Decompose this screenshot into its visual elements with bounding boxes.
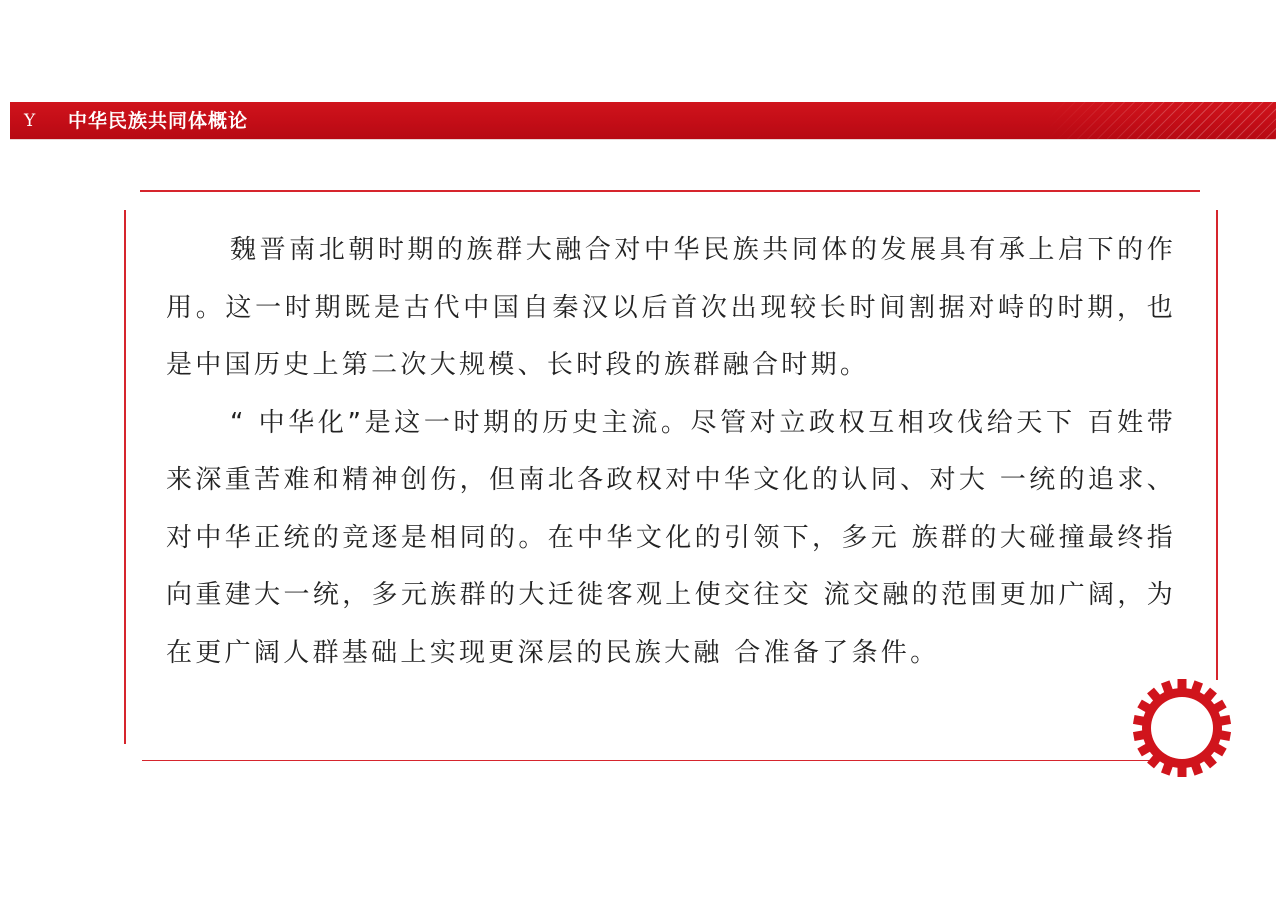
gear-icon — [1131, 677, 1233, 779]
frame-rule-left — [124, 210, 126, 744]
frame-rule-top — [140, 190, 1200, 192]
page-title: 中华民族共同体概论 — [68, 110, 249, 132]
frame-rule-right — [1216, 210, 1218, 680]
header-hatch-decoration — [1046, 102, 1276, 140]
body-text — [166, 222, 1176, 682]
paragraph-2: “ 中华化”是这一时期的历史主流。尽管对立政权互相攻伐给天下 百姓带来深重苦难和精神创伤，但南北各政权对中华文化的认同、对大 一统的追求、对中华正统的竞逐是相同的。在中华文化的引领下，多元 族群的大碰撞最终指向重建大一统，多元族群的大迁徙客观上使交往交 流交融的范围更加广阔，为在更广阔人群基础上实现更深层的民族大融 合准备了条件。 — [166, 407, 1176, 668]
frame-rule-bottom — [142, 760, 1177, 761]
header-mark: Y — [24, 111, 36, 131]
header-band — [10, 102, 1276, 140]
paragraph-1: 魏晋南北朝时期的族群大融合对中华民族共同体的发展具有承上启下的作用。这一时期既是古代中国自秦汉以后首次出现较长时间割据对峙的时期，也是中国历史上第二次大规模、长时段的族群融合时期。 — [166, 235, 1176, 380]
